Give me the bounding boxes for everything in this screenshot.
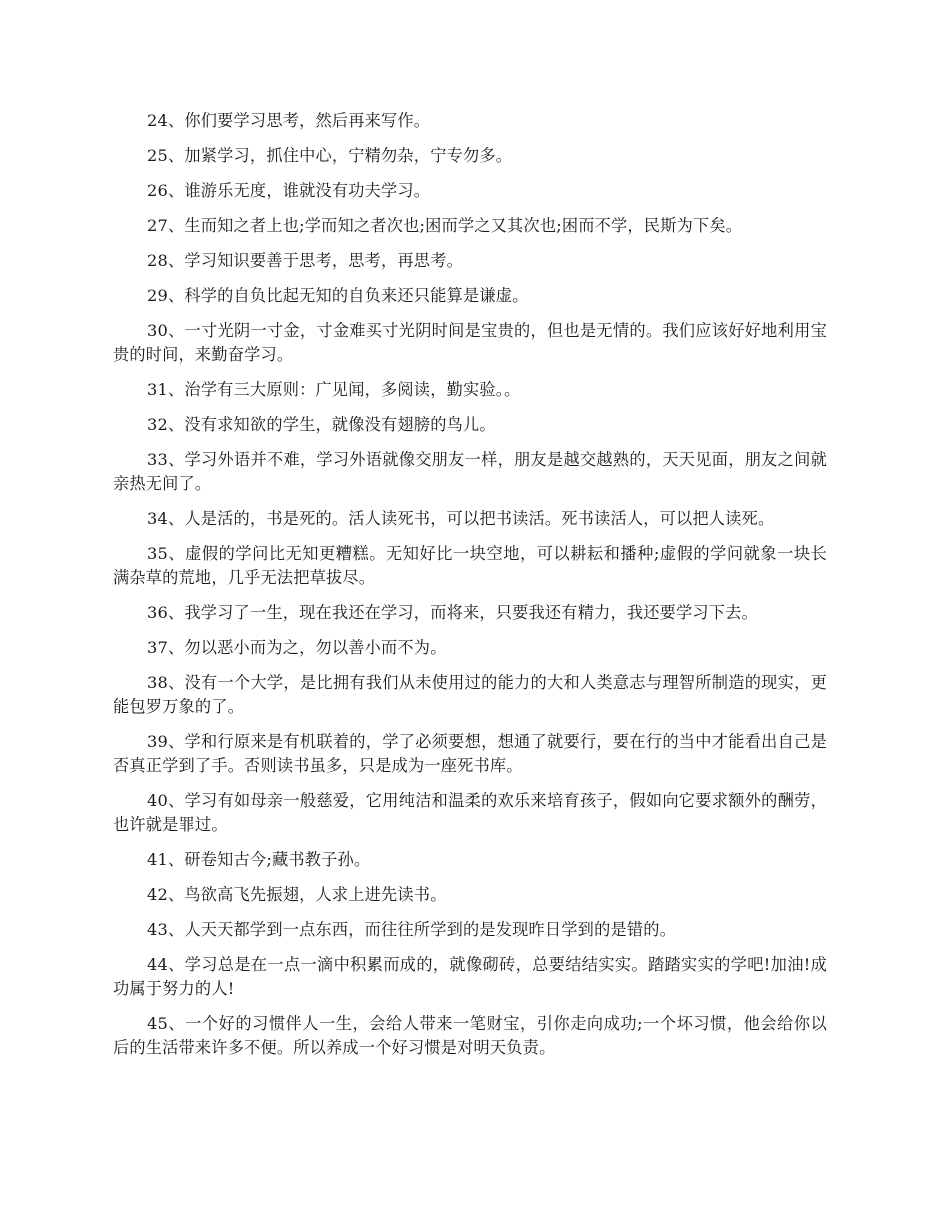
quote-27: 27、生而知之者上也;学而知之者次也;困而学之又其次也;困而不学，民斯为下矣。 [147,216,743,235]
quote-40: 40、学习有如母亲一般慈爱，它用纯洁和温柔的欢乐来培育孩子，假如向它要求额外的酬劳，也许就是罪过。 [113,791,827,834]
quote-38: 38、没有一个大学，是比拥有我们从未使用过的能力的大和人类意志与理智所制造的现实，更能包罗万象的了。 [113,673,827,716]
quote-42: 42、鸟欲高飞先振翅，人求上进先读书。 [147,885,447,904]
quote-39: 39、学和行原来是有机联着的，学了必须要想，想通了就要行，要在行的当中才能看出自己是否真正学到了手。否则读书虽多，只是成为一座死书库。 [113,732,827,775]
quote-45: 45、一个好的习惯伴人一生，会给人带来一笔财宝，引你走向成功;一个坏习惯，他会给你以后的生活带来许多不便。所以养成一个好习惯是对明天负责。 [113,1014,827,1057]
quote-35: 35、虚假的学问比无知更糟糕。无知好比一块空地，可以耕耘和播种;虚假的学问就象一块长满杂草的荒地，几乎无法把草拔尽。 [113,544,827,587]
quote-37: 37、勿以恶小而为之，勿以善小而不为。 [147,638,447,657]
quote-28: 28、学习知识要善于思考，思考，再思考。 [147,251,463,270]
quote-24: 24、你们要学习思考，然后再来写作。 [147,111,431,130]
quote-44: 44、学习总是在一点一滴中积累而成的，就像砌砖，总要结结实实。踏踏实实的学吧!加油!成功属于努力的人! [113,955,827,998]
quote-36: 36、我学习了一生，现在我还在学习，而将来，只要我还有精力，我还要学习下去。 [147,603,758,622]
quote-31: 31、治学有三大原则：广见闻，多阅读，勤实验。。 [147,380,521,399]
quote-43: 43、人天天都学到一点东西，而往往所学到的是发现昨日学到的是错的。 [147,920,677,939]
quote-41: 41、研卷知古今;藏书教子孙。 [147,850,371,869]
quote-25: 25、加紧学习，抓住中心，宁精勿杂，宁专勿多。 [147,146,513,165]
quote-26: 26、谁游乐无度，谁就没有功夫学习。 [147,181,431,200]
quote-30: 30、一寸光阴一寸金，寸金难买寸光阴时间是宝贵的，但也是无情的。我们应该好好地利用宝贵的时间，来勤奋学习。 [113,321,827,364]
quote-29: 29、科学的自负比起无知的自负来还只能算是谦虚。 [147,286,529,305]
quote-34: 34、人是活的，书是死的。活人读死书，可以把书读活。死书读活人，可以把人读死。 [147,509,775,528]
quote-33: 33、学习外语并不难，学习外语就像交朋友一样，朋友是越交越熟的，天天见面，朋友之间就亲热无间了。 [113,450,827,493]
quote-32: 32、没有求知欲的学生，就像没有翅膀的鸟儿。 [147,415,496,434]
